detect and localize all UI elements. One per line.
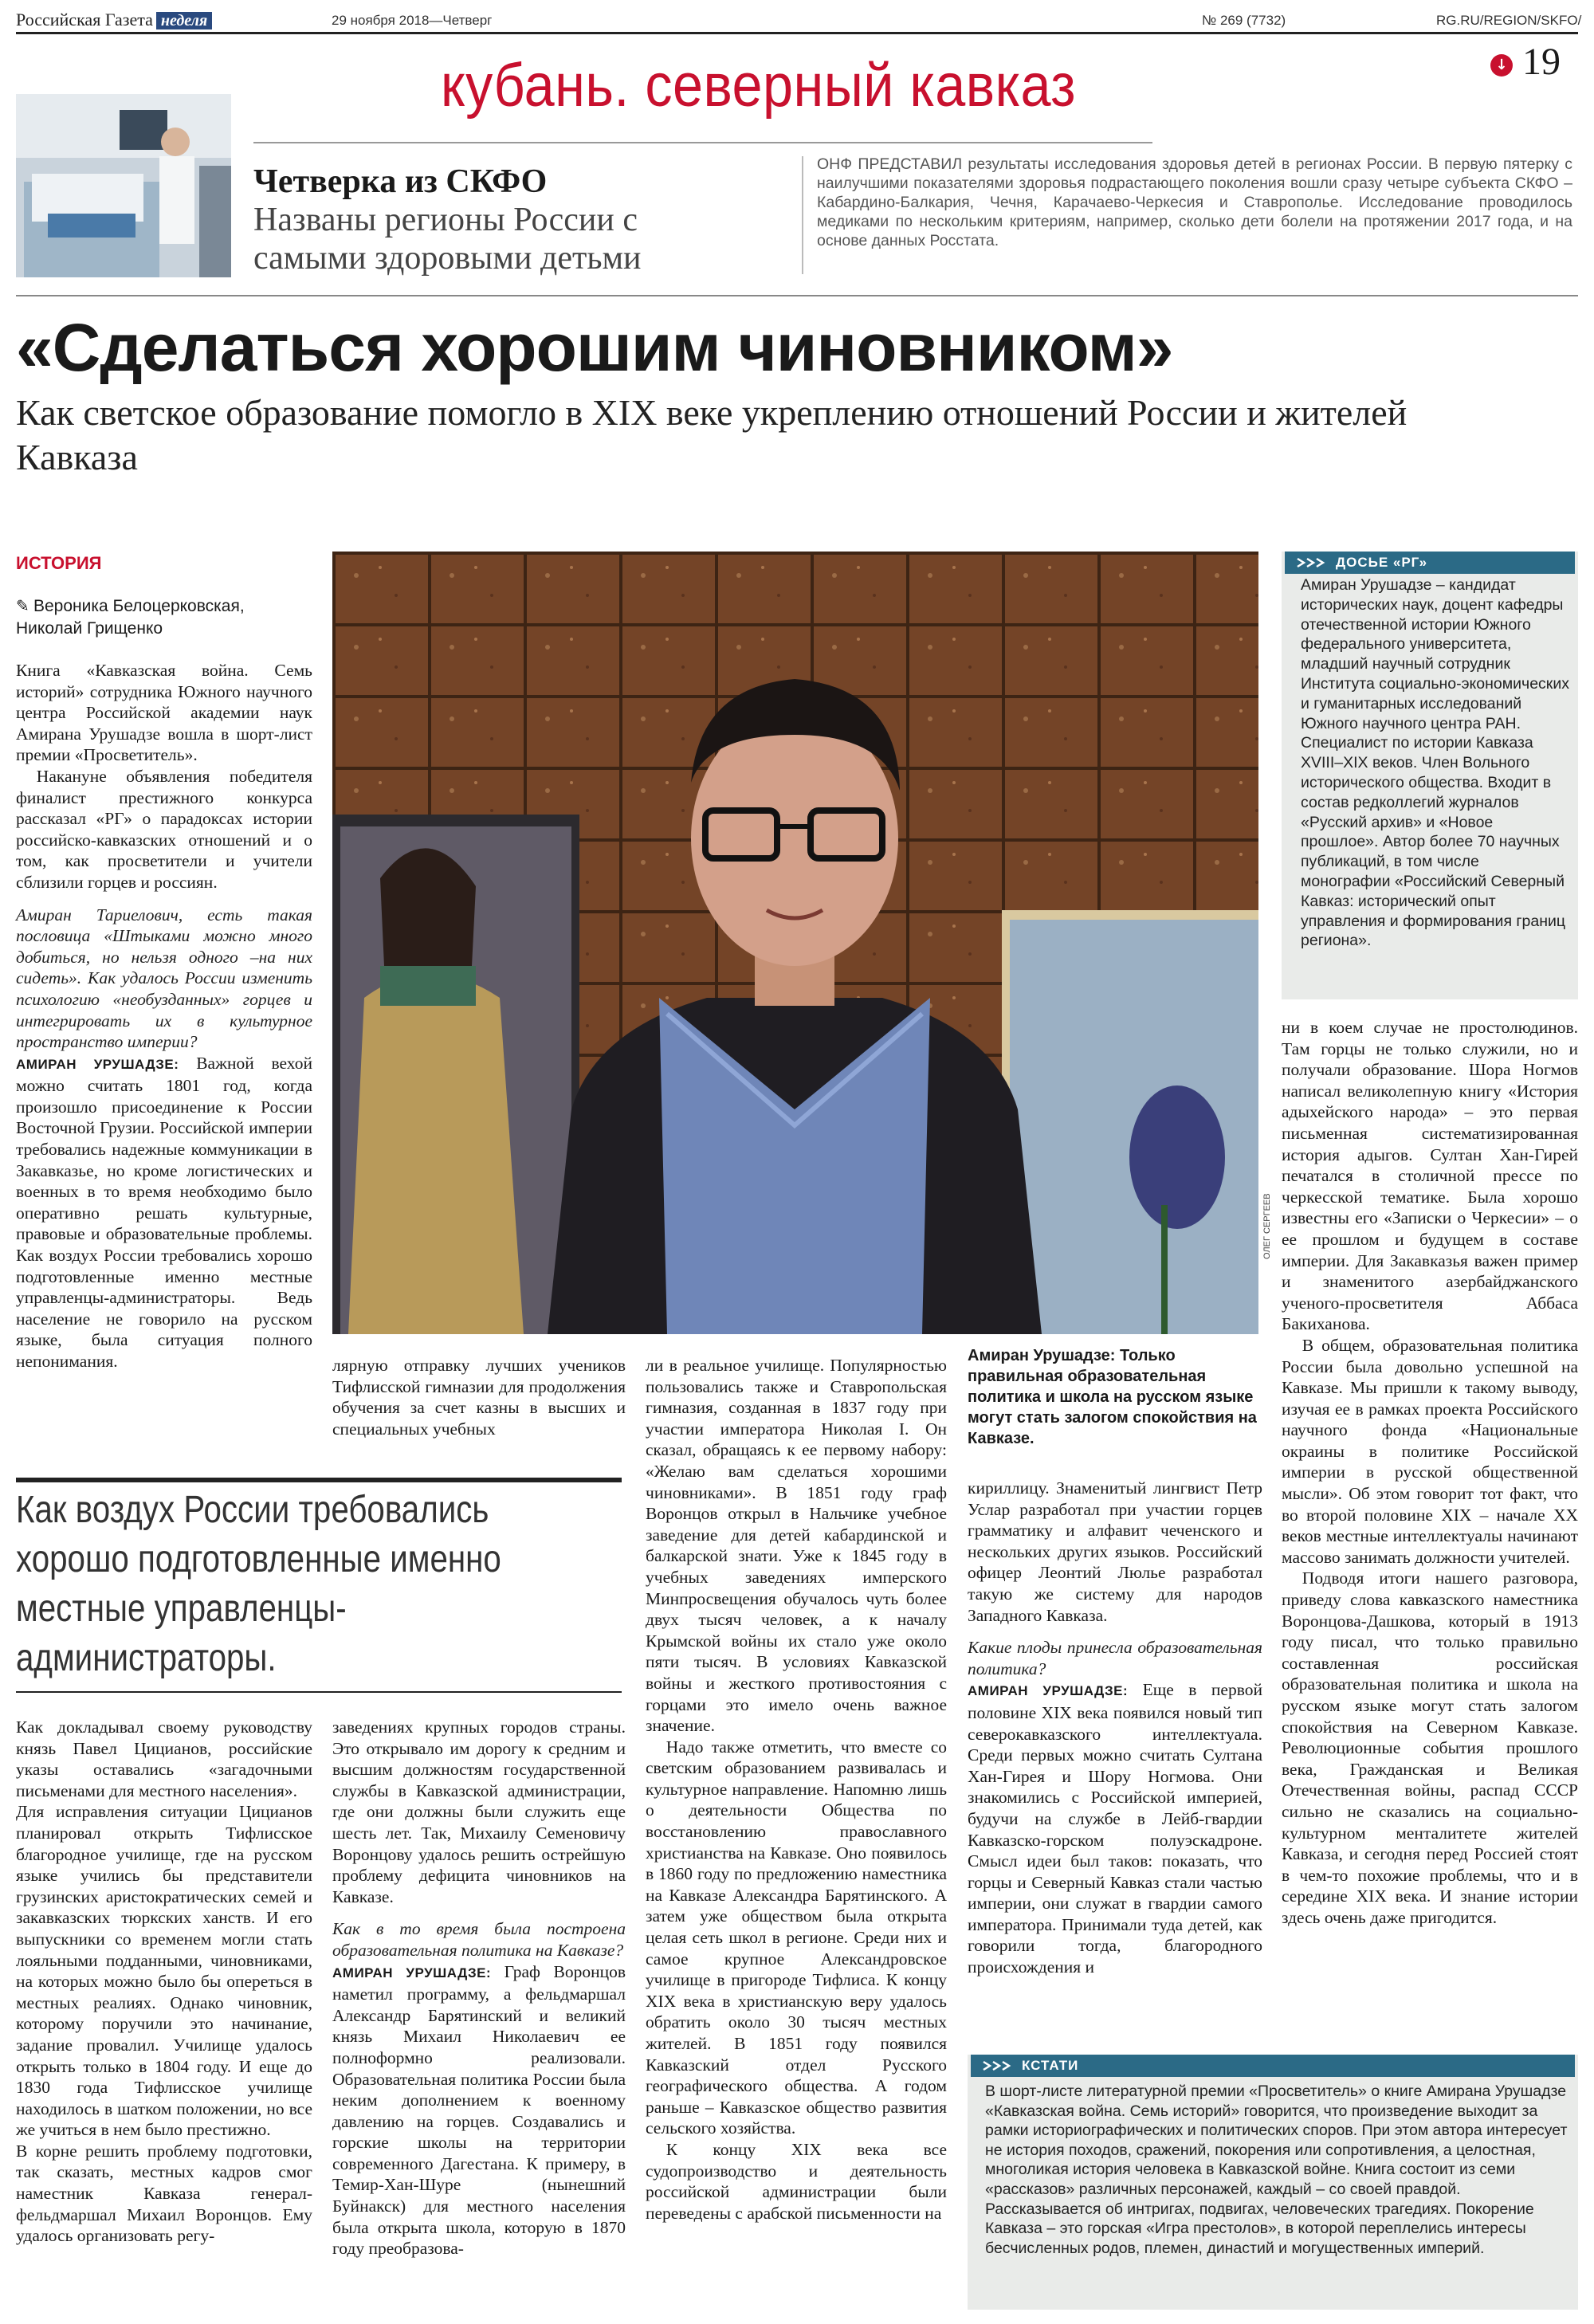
page-number: 19: [1522, 41, 1561, 83]
chevrons-icon: [1296, 557, 1328, 568]
paragraph: Подводя итоги нашего разговора, приведу слова кавказского наместника Воронцова-Дашкова, который в 1913 году писал, что только правильно составленная российская образовательная политика и школа на русском языке могут стать залогом спокойствия на Северном Кавказе. Революционные события прошлого века, Гражданская и Великая Отечественная войны, распад СССР сильно не сказались на социально-культурном менталитете жителей Кавказа, и сегодня перед Россией стоят в чем-то похожие проблемы, что и в середине XIX века. И знание истории здесь очень даже пригодится.: [1282, 1568, 1578, 1927]
column-1-bottom: [16, 1717, 312, 2247]
article-photo: [332, 552, 1258, 1334]
column-2-bottom: [332, 1717, 626, 2259]
rubric[interactable]: ИСТОРИЯ: [16, 553, 102, 573]
paragraph: кириллицу. Знаменитый лингвист Петр Услар разработал при участии горцев грамматику и алфавит чеченского и нескольких других языков. Российский офицер Леонтий Люлье разработал такую же систему для народов Западного Кавказа.: [968, 1478, 1262, 1625]
paragraph: Книга «Кавказская война. Семь историй» сотрудника Южного научного центра Российской академии наук Амирана Урушадзе вошла в шорт-лист премии «Просветитель».: [16, 661, 312, 765]
pen-icon: ✎: [16, 596, 29, 615]
dossier-text: Амиран Урушадзе – кандидат исторических наук, доцент кафедры отечественной истории Южного федерального университета, младший научный сотрудник Института социально-экономических и гуманитарных исследований Южного научного центра РАН. Специалист по истории Кавказа XVIII–XIX веков. Член Вольного исторического общества. Входит в состав редколлегий журналов «Русский архив» и «Новое прошлое». Автор более 70 научных публикаций, в том числе монографии «Российский Северный Кавказ: исторический опыт управления и формирования границ региона».: [1301, 576, 1569, 950]
paragraph: ни в коем случае не простолюдинов. Там горцы не только служили, но и получали образование. Шора Ногмов написал великолепную книгу «История адыхейского народа» – это первая письменная систематизированная история адыгов. Султан Хан-Гирей печатался в столичной прессе по черкесской тематике. Была хорошо известны его «Записки о Черкесии» – о ее прошлом и будущем в составе империи. Для Закавказья важен пример и знаменитого азербайджанского ученого-просветителя Аббаса Бакиханова.: [1282, 1018, 1578, 1334]
teaser-subheading: Названы регионы России с самыми здоровыми детьми: [253, 202, 642, 277]
question: Как в то время была построена образовательная политика на Кавказе?: [332, 1919, 626, 1960]
kstati-title: КСТАТИ: [1022, 2058, 1079, 2073]
logo-text: Российская Газета: [16, 10, 153, 29]
column-3: [646, 1355, 947, 2224]
author-2: Николай Грищенко: [16, 619, 163, 638]
column-2-top: [332, 1355, 626, 1439]
kstati-text: В шорт-листе литературной премии «Просветитель» о книге Амирана Урушадзе «Кавказская война. Семь историй» говорится, что произведение выходит за рамки историографических и политических споров. При этом автора интересует не история походов, сражений, покорения или сопротивления, а целостная, многоликая история человека в Кавказской войне. Книга состоит из семи «рассказов» различных персонажей, каждый – со своей правдой. Рассказывается об интригах, подвигах, человеческих трагедиях. Покорение Кавказа – это горская «Игра престолов», в которой переплелись интересы бесчисленных родов, племен, династий и могущественных империй.: [985, 2083, 1568, 2257]
column-4: [968, 1478, 1262, 1978]
teaser-heading[interactable]: Четверка из СКФО: [253, 163, 548, 200]
pullquote: Как воздух России требовались хорошо подготовленные именно местные управленцы-администраторы.: [16, 1489, 501, 1679]
section-title: кубань. северный кавказ: [441, 52, 1076, 120]
paragraph: заведениях крупных городов страны. Это открывало им дорогу к средним и высшим должностям государственной службы в Кавказской администрации, где они должны были служить еще шесть лет. Так, Михаилу Семеновичу Воронцову удалось решить острейшую проблему дефицита чиновников на Кавказе.: [332, 1717, 626, 1906]
paragraph: Надо также отметить, что вместе со светским образованием развивалась и культурное направление. Напомню лишь о деятельности Общества по восстановлению православного христианства на Кавказе. Оно появилось в 1860 году по предложению наместника на Кавказе Александра Барятинского. А затем уже обществом была открыта целая сеть школ в регионе. Среди них и самое крупное Александровское училище в пригороде Тифлиса. К концу XIX века в христианскую веру удалось обратить около 30 тысяч местных жителей. В 1851 году появился Кавказский отдел Русского географического общества. А годом раньше – Кавказское общество развития сельского хозяйства.: [646, 1737, 947, 2138]
masthead-rule: [16, 32, 1578, 34]
teaser-separator: [802, 156, 803, 274]
dossier-title: ДОСЬЕ «РГ»: [1336, 555, 1428, 570]
pullquote-rule-top: [16, 1478, 622, 1482]
paragraph: Для исправления ситуации Цицианов планировал открыть Тифлисское благородное училище, где на русском языке учились бы представители грузинских аристократических семей и закавказских тюркских ханств. И его выпускники со временем могли стать лояльными подданными, чиновниками, на которых можно было бы опереться в местных реалиях. Однако чиновник, которому поручили это начинание, задание провалил. Училище удалось открыть только в 1804 году. И еще до 1830 года Тифлисское училище находилось в шатком положении, но все же учиться в нем было престижно.: [16, 1802, 312, 2140]
byline: [16, 595, 245, 640]
logo-nedelya: неделя: [156, 12, 212, 29]
issue-number: № 269 (7732): [1202, 13, 1286, 28]
question: Какие плоды принесла образовательная политика?: [968, 1638, 1262, 1678]
newspaper-logo: [16, 10, 212, 30]
answer-text: Важной вехой можно считать 1801 год, когда произошло присоединение к России Восточной Грузии. Российской империи требовались надежные коммуникации в Закавказье, но кроме логистических и военных в то время необходимо было оперативно решать культурные, правовые и образовательные проблемы. Как воздух России требовались хорошо подготовленные именно местные управленцы-администраторы. Ведь население не говорило на русском языке, была ситуация полного непонимания.: [16, 1053, 312, 1371]
issue-date: 29 ноября 2018—Четверг: [332, 13, 493, 28]
answer-text: Граф Воронцов наметил программу, а фельдмаршал Александр Барятинский и великий князь Михаил Николаевич ее полноформно реализовали. Образовательная политика России была неким дополнением к военному давлению на горцев. Создавались и горские школы на территории современного Дагестана. К примеру, в Темир-Хан-Шуре (нынешний Буйнакск) для местного населения была открыта школа, которую в 1870 году преобразова-: [332, 1961, 626, 2259]
photo-caption: Амиран Урушадзе: Только правильная образовательная политика и школа на русском языке могут стать залогом спокойствия на Кавказе.: [968, 1347, 1257, 1447]
kstati-header: [971, 2055, 1575, 2077]
article-subhead: Как светское образование помогло в XIX веке укреплению отношений России и жителей Кавказа: [16, 392, 1408, 477]
paragraph: К концу XIX века все судопроизводство и деятельность российской администрации были переведены с арабской письменности на: [646, 2139, 947, 2223]
teaser-bottom-rule: [16, 295, 1578, 296]
paragraph: Накануне объявления победителя финалист престижного конкурса рассказал «РГ» о парадоксах истории российско-кавказских отношений и о том, как просветители и учители сблизили горцев и россиян.: [16, 766, 312, 892]
question: Амиран Тариелович, есть такая пословица «Штыками можно много добиться, но нельзя одного –на них сидеть». Как удалось России изменить психологию «необузданных» горцев и интегрировать их в культурное пространство империи?: [16, 905, 312, 1052]
section-url: RG.RU/REGION/SKFO/: [1436, 13, 1582, 28]
author-1: Вероника Белоцерковская,: [33, 597, 245, 615]
dossier-header: [1285, 552, 1575, 574]
speaker-label: АМИРАН УРУШАДЗЕ:: [16, 1056, 179, 1072]
pullquote-rule-bottom: [16, 1691, 622, 1693]
paragraph: В общем, образовательная политика России была довольно успешной на Кавказе. Мы пришли к такому выводу, изучая ее в рамках проекта Российского научного фонда «Национальные окраины в политике Российской империи в русской общественной мысли». Об этом говорит тот факт, что во второй половине XIX – начале XX веков местные интеллектуалы начинают массово занимать должности учителей.: [1282, 1335, 1578, 1567]
paragraph: ли в реальное училище. Популярностью пользовались также и Ставропольская гимназия, созданная в 1837 году при участии императора Николая I. Он сказал, обращаясь к ее первому набору: «Желаю вам сделаться хорошими чиновниками». В 1851 году граф Воронцов открыл в Нальчике учебное заведение для детей кабардинской и балкарской знати. Уже к 1845 году в учебных заведениях имперского Минпросвещения обучалось чуть более двух тысяч человек, а к началу Крымской войны их стало уже около пяти тысяч. В условиях Кавказской войны и жесткого противостояния с горцами это имело очень важное значение.: [646, 1356, 947, 1736]
answer: [16, 1053, 312, 1372]
teaser-rule: [253, 142, 1152, 143]
article-headline: «Сделаться хорошим чиновником»: [16, 310, 1173, 385]
speaker-label: АМИРАН УРУШАДЗЕ:: [968, 1683, 1129, 1699]
paragraph: В корне решить проблему подготовки, так сказать, местных кадров смог наместник Кавказа генерал-фельдмаршал Михаил Воронцов. Ему удалось организовать регу-: [16, 2141, 312, 2246]
paragraph: Как докладывал своему руководству князь Павел Цицианов, российские указы оставались «загадочными письменами для местного населения».: [16, 1717, 312, 1800]
answer: [332, 1961, 626, 2259]
photo-credit: ОЛЕГ СЕРГЕЕВ: [1262, 1193, 1272, 1259]
teaser-photo: [16, 94, 231, 277]
hospital-photo-illustration: [16, 94, 231, 277]
arrow-down-icon: ↓: [1490, 54, 1513, 77]
column-1-top: [16, 660, 312, 1372]
portrait-photo-illustration: [332, 552, 1258, 1334]
speaker-label: АМИРАН УРУШАДЗЕ:: [332, 1965, 492, 1981]
chevrons-icon: [982, 2060, 1014, 2071]
answer-text: Еще в первой половине XIX века появился новый тип северокавказского интеллектуала. Среди первых можно считать Султана Хан-Гирея и Шору Ногмова. Они знакомились с Российской империей, будучи на службе в Лейб-гвардии Кавказско-горском полуэскадроне. Смысл идеи был таков: показать, что горцы и Северный Кавказ стали частью империи, они служат в гвардии самого императора. Принимали туда детей, как говорили тогда, благородного происхождения и: [968, 1680, 1262, 1977]
teaser-text: ОНФ ПРЕДСТАВИЛ результаты исследования здоровья детей в регионах России. В первую пятерку с наилучшими показателями здоровья подрастающего поколения вошли сразу четыре субъекта СКФО – Кабардино-Балкария, Чечня, Карачаево-Черкесия и Ставрополье. Исследование проводилось медиками по нескольким критериям, например, сколько дети болели на протяжении 2017 года, и на основе данных Росстата.: [817, 155, 1572, 249]
paragraph: лярную отправку лучших учеников Тифлисской гимназии для продолжения обучения за счет казны в высших и специальных учебных: [332, 1356, 626, 1439]
column-5: [1282, 1017, 1578, 1929]
answer: [968, 1679, 1262, 1977]
